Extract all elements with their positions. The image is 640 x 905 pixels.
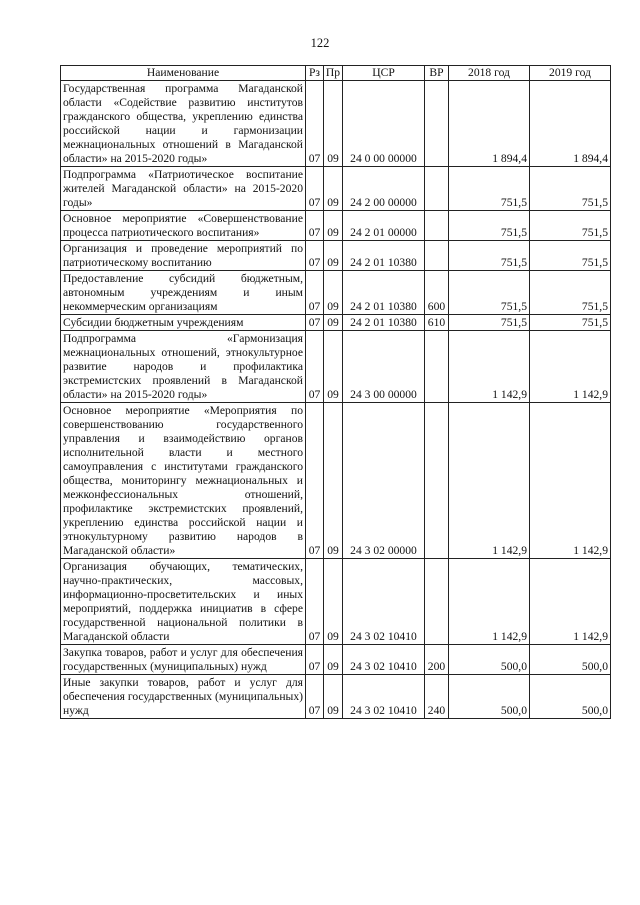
row-2018: 751,5 <box>449 315 530 331</box>
row-pr: 09 <box>324 331 343 403</box>
row-rz: 07 <box>306 559 324 645</box>
row-rz: 07 <box>306 167 324 211</box>
table-row <box>61 675 611 719</box>
row-csr: 24 3 02 10410 <box>343 675 425 719</box>
table-row <box>61 241 611 271</box>
row-rz: 07 <box>306 81 324 167</box>
row-2018: 1 894,4 <box>449 81 530 167</box>
row-2019: 751,5 <box>530 167 611 211</box>
row-vr <box>425 167 449 211</box>
row-2019: 1 142,9 <box>530 403 611 559</box>
row-name: Организация обучающих, тематических, научно-практических, массовых, информационно-просветительских и иных мероприятий, поддержка инициатив в сфере государственной национальной политики в Магаданской области <box>61 559 306 645</box>
header-pr: Пр <box>324 66 343 81</box>
row-2019: 500,0 <box>530 645 611 675</box>
row-2018: 500,0 <box>449 675 530 719</box>
row-name: Иные закупки товаров, работ и услуг для обеспечения государственных (муниципальных) нужд <box>61 675 306 719</box>
header-2019: 2019 год <box>530 66 611 81</box>
table-header-row <box>61 66 611 81</box>
row-csr: 24 2 00 00000 <box>343 167 425 211</box>
row-2019: 751,5 <box>530 271 611 315</box>
row-2019: 500,0 <box>530 675 611 719</box>
row-name: Подпрограмма «Патриотическое воспитание жителей Магаданской области» на 2015-2020 годы» <box>61 167 306 211</box>
row-name: Подпрограмма «Гармонизация межнациональных отношений, этнокультурное развитие народов и профилактика экстремистских проявлений в Магаданской области» на 2015-2020 годы» <box>61 331 306 403</box>
row-rz: 07 <box>306 331 324 403</box>
row-pr: 09 <box>324 315 343 331</box>
row-rz: 07 <box>306 315 324 331</box>
row-rz: 07 <box>306 675 324 719</box>
row-2018: 500,0 <box>449 645 530 675</box>
table-row <box>61 331 611 403</box>
table-row <box>61 167 611 211</box>
row-name: Закупка товаров, работ и услуг для обеспечения государственных (муниципальных) нужд <box>61 645 306 675</box>
page-number: 122 <box>310 36 330 50</box>
row-pr: 09 <box>324 675 343 719</box>
row-name: Государственная программа Магаданской области «Содействие развитию институтов гражданского общества, укреплению единства российской нации и гармонизации межнациональных отношений в Магаданской области» на 2015-2020 годы» <box>61 81 306 167</box>
header-name: Наименование <box>61 66 306 81</box>
header-rz: Рз <box>306 66 324 81</box>
row-vr <box>425 241 449 271</box>
row-rz: 07 <box>306 403 324 559</box>
row-name: Основное мероприятие «Мероприятия по совершенствованию государственного управления и взаимодействию органов исполнительной власти и местного самоуправления с институтами гражданского общества, мониторингу межнациональных и межконфессиональных отношений, профилактике экстремистских проявлений, укреплению единства российской нации и этнокультурному развитию народов в Магаданской области» <box>61 403 306 559</box>
row-2019: 1 142,9 <box>530 331 611 403</box>
row-csr: 24 2 01 00000 <box>343 211 425 241</box>
row-vr <box>425 81 449 167</box>
row-pr: 09 <box>324 81 343 167</box>
row-rz: 07 <box>306 211 324 241</box>
row-2019: 1 142,9 <box>530 559 611 645</box>
row-pr: 09 <box>324 211 343 241</box>
row-csr: 24 2 01 10380 <box>343 315 425 331</box>
row-vr: 240 <box>425 675 449 719</box>
header-2018: 2018 год <box>449 66 530 81</box>
row-2018: 751,5 <box>449 211 530 241</box>
row-pr: 09 <box>324 271 343 315</box>
row-csr: 24 2 01 10380 <box>343 271 425 315</box>
row-name: Субсидии бюджетным учреждениям <box>61 315 306 331</box>
header-csr: ЦСР <box>343 66 425 81</box>
row-pr: 09 <box>324 241 343 271</box>
row-csr: 24 0 00 00000 <box>343 81 425 167</box>
row-csr: 24 3 00 00000 <box>343 331 425 403</box>
row-2019: 1 894,4 <box>530 81 611 167</box>
row-2018: 751,5 <box>449 167 530 211</box>
row-2019: 751,5 <box>530 211 611 241</box>
row-pr: 09 <box>324 559 343 645</box>
table-row <box>61 271 611 315</box>
row-csr: 24 2 01 10380 <box>343 241 425 271</box>
row-pr: 09 <box>324 645 343 675</box>
row-name: Организация и проведение мероприятий по патриотическому воспитанию <box>61 241 306 271</box>
table-row <box>61 559 611 645</box>
row-vr: 200 <box>425 645 449 675</box>
row-csr: 24 3 02 00000 <box>343 403 425 559</box>
row-rz: 07 <box>306 645 324 675</box>
row-csr: 24 3 02 10410 <box>343 645 425 675</box>
row-2018: 1 142,9 <box>449 331 530 403</box>
row-csr: 24 3 02 10410 <box>343 559 425 645</box>
row-2018: 1 142,9 <box>449 559 530 645</box>
row-rz: 07 <box>306 241 324 271</box>
table-row <box>61 211 611 241</box>
row-vr: 600 <box>425 271 449 315</box>
table-row <box>61 645 611 675</box>
row-vr <box>425 403 449 559</box>
row-vr <box>425 211 449 241</box>
row-vr <box>425 331 449 403</box>
row-vr: 610 <box>425 315 449 331</box>
row-vr <box>425 559 449 645</box>
row-rz: 07 <box>306 271 324 315</box>
row-2018: 751,5 <box>449 271 530 315</box>
row-pr: 09 <box>324 403 343 559</box>
table-row <box>61 81 611 167</box>
row-pr: 09 <box>324 167 343 211</box>
row-2018: 751,5 <box>449 241 530 271</box>
row-2018: 1 142,9 <box>449 403 530 559</box>
header-vr: ВР <box>425 66 449 81</box>
row-2019: 751,5 <box>530 241 611 271</box>
table-row <box>61 403 611 559</box>
row-2019: 751,5 <box>530 315 611 331</box>
table-row <box>61 315 611 331</box>
budget-table <box>60 65 611 719</box>
row-name: Основное мероприятие «Совершенствование процесса патриотического воспитания» <box>61 211 306 241</box>
row-name: Предоставление субсидий бюджетным, автономным учреждениям и иным некоммерческим организациям <box>61 271 306 315</box>
